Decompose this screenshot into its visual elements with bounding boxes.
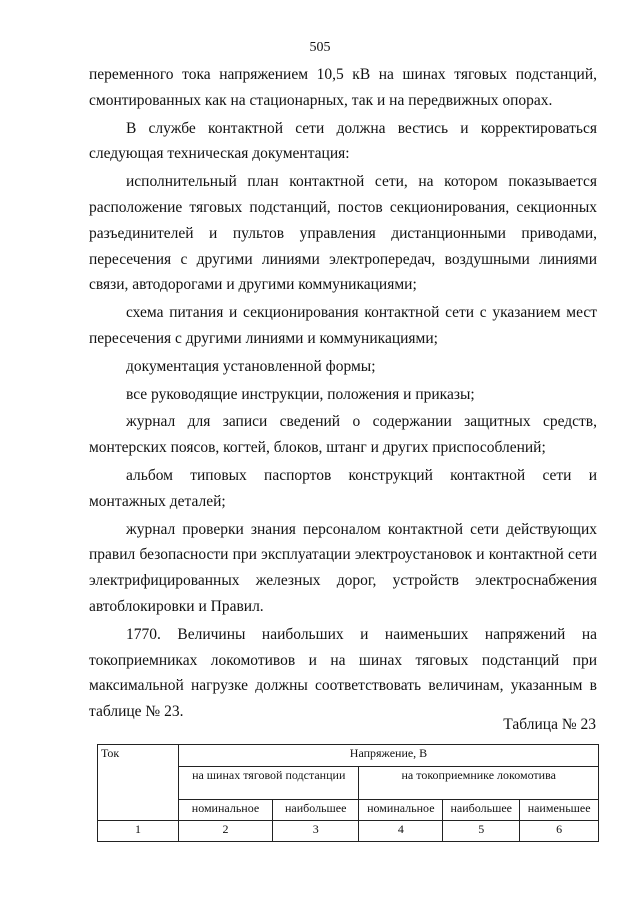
list-item: все руководящие инструкции, положения и приказы; <box>126 385 475 403</box>
table-header-tok: Ток <box>98 745 179 821</box>
table-row <box>98 821 599 842</box>
table-subheader: наибольшее <box>272 800 358 821</box>
table-subheader: наименьшее <box>520 800 599 821</box>
list-item: журнал для записи сведений о содержании защитных средств, монтерских поясов, когтей, блоков, штанг и других приспособлений; <box>89 413 597 457</box>
table-cell: 5 <box>443 821 520 842</box>
paragraph: переменного тока напряжением 10,5 кВ на шинах тяговых подстанций, смонтированных как на стационарных, так и на передвижных опорах. <box>89 66 597 109</box>
list-item: схема питания и секционирования контактной сети с указанием мест пересечения с другими линиями и коммуникациями; <box>89 304 597 347</box>
table-cell: 1 <box>98 821 179 842</box>
table-subheader: номинальное <box>359 800 443 821</box>
paragraph: В службе контактной сети должна вестись и корректироваться следующая техническая документация: <box>89 119 597 163</box>
table-caption: Таблица № 23 <box>503 716 596 733</box>
list-item: журнал проверки знания персоналом контактной сети действующих правил безопасности при эксплуатации электроустановок и контактной сети электрифицированных железных дорог, устройств электроснабжения автоблокировки и Правил. <box>89 520 597 615</box>
paragraph: 1770. Величины наибольших и наименьших напряжений на токоприемниках локомотивов и на шинах тяговых подстанций при максимальной нагрузке должны соответствовать величинам, указанным в таблице № 23. <box>89 625 597 721</box>
table-cell: 6 <box>520 821 599 842</box>
page-number: 505 <box>309 40 331 55</box>
table-subheader: наибольшее <box>443 800 520 821</box>
list-item: документация установленной формы; <box>126 357 376 375</box>
table-header-voltage: Напряжение, В <box>179 745 599 767</box>
table-cell: 2 <box>179 821 273 842</box>
body-text <box>89 62 597 727</box>
table-header-substation: на шинах тяговой подстанции <box>179 767 359 800</box>
table-header-locomotive: на токоприемнике локомотива <box>359 767 599 800</box>
table-cell: 3 <box>272 821 358 842</box>
table-subheader: номинальное <box>179 800 273 821</box>
list-item: исполнительный план контактной сети, на котором показывается расположение тяговых подстанций, постов секционирования, секционных разъединителей и пультов управления дистанционными приводами, пересечения с другими линиями электропередач, воздушными линиями связи, автодорогами и другими коммуникациями; <box>89 173 597 294</box>
voltage-table <box>97 744 599 842</box>
table-cell: 4 <box>359 821 443 842</box>
list-item: альбом типовых паспортов конструкций контактной сети и монтажных деталей; <box>89 466 597 510</box>
